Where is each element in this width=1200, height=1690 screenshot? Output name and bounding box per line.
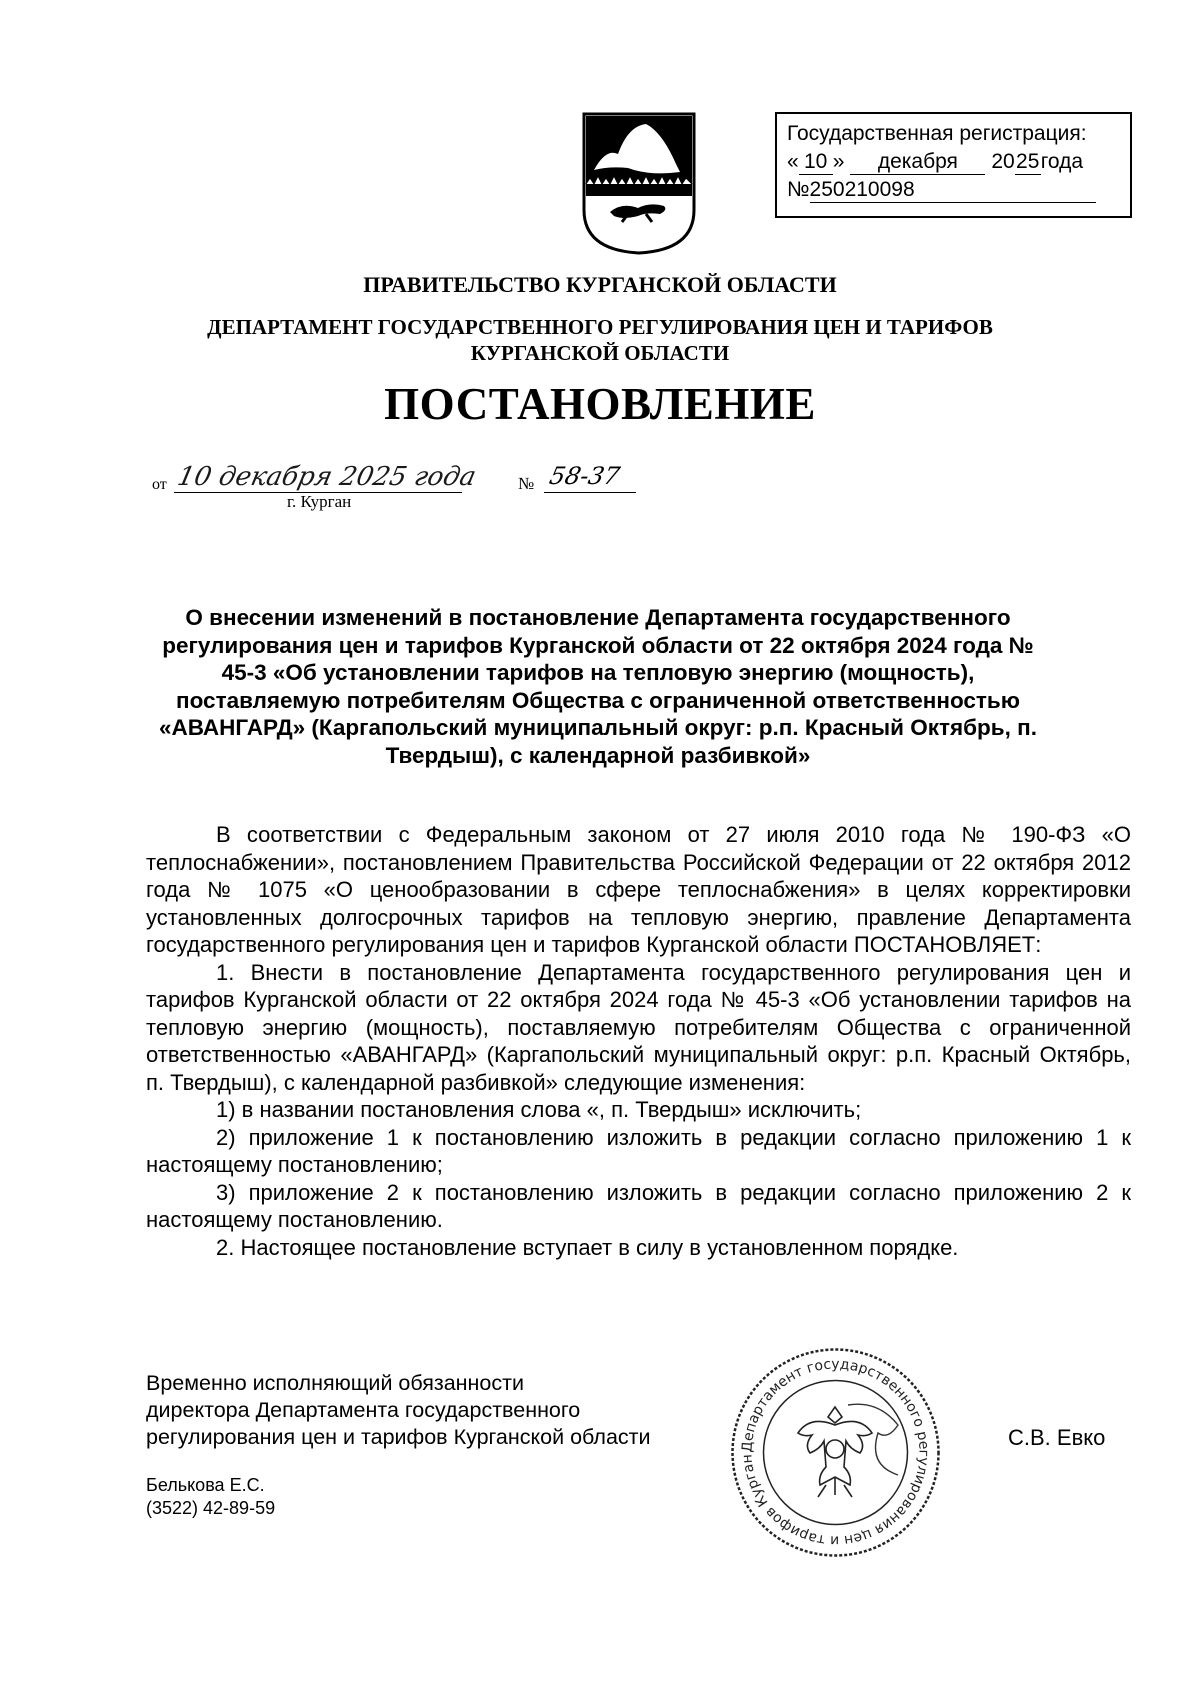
department-title-line1: ДЕПАРТАМЕНТ ГОСУДАРСТВЕННОГО РЕГУЛИРОВАНИЯ ЦЕН И ТАРИФОВ: [207, 315, 993, 339]
item-2-paragraph: 2. Настоящее постановление вступает в силу в установленном порядке.: [216, 1234, 959, 1260]
registration-number: 250210098: [810, 178, 1096, 203]
department-title-line2: КУРГАНСКОЙ ОБЛАСТИ: [470, 341, 730, 365]
document-type: ПОСТАНОВЛЕНИЕ: [384, 379, 816, 429]
quote-close: »: [832, 150, 845, 173]
stamp-ring-text: Департамент государственного регулирования цен и тарифов Курган: [739, 1356, 932, 1549]
executor-phone: (3522) 42-89-59: [146, 1498, 276, 1518]
date-prefix: от: [152, 476, 167, 493]
item-1-2-paragraph: 2) приложение 1 к постановлению изложить в редакции согласно приложению 1 к настоящему постановлению;: [146, 1124, 1131, 1177]
registration-month: декабря: [850, 150, 985, 175]
signatory-title-line1: Временно исполняющий обязанности: [146, 1371, 524, 1395]
official-seal-stamp: [728, 1345, 943, 1560]
registration-number-label: №: [787, 178, 810, 201]
number-label: №: [518, 474, 535, 493]
registration-label: Государственная регистрация:: [787, 122, 1087, 145]
executor-name: Белькова Е.С.: [146, 1475, 265, 1495]
signatory-name: С.В. Евко: [1008, 1425, 1106, 1450]
government-title: ПРАВИТЕЛЬСТВО КУРГАНСКОЙ ОБЛАСТИ: [363, 272, 837, 297]
document-dateline: [152, 462, 652, 502]
svg-text:Департамент государственного р: [728, 1345, 932, 1549]
document-subject: О внесении изменений в постановление Департамента государственного регулирования цен и тарифов Курганской области от 22 октября 2024 года № 45-3 «Об установлении тарифов на тепловую энергию (мощность), поставляемую потребителям Общества с ограниченной ответственностью «АВАНГАРД» (Каргапольский муниципальный округ: р.п. Красный Октябрь, п. Твердыш), с календарной разбивкой»: [159, 605, 1037, 768]
item-1-paragraph: 1. Внести в постановление Департамента государственного регулирования цен и тарифов Курганской области от 22 октября 2024 года № 45-3 «Об установлении тарифов на тепловую энергию (мощность), поставляемую потребителям Общества с ограниченной ответственностью «АВАНГАРД» (Каргапольский муниципальный округ: р.п. Красный Октябрь, п. Твердыш), с календарной разбивкой» следующие изменения:: [146, 959, 1131, 1095]
registration-year-suffix: 25: [1016, 150, 1040, 173]
registration-day: 10: [799, 150, 833, 175]
preamble-paragraph: В соответствии с Федеральным законом от 27 июля 2010 года № 190-ФЗ «О теплоснабжении», постановлением Правительства Российской Федерации от 22 октября 2012 года № 1075 «О ценообразовании в сфере теплоснабжения» в целях корректировки установленных долгосрочных тарифов на тепловую энергию, правление Департамента государственного регулирования цен и тарифов Курганской области ПОСТАНОВЛЯЕТ:: [146, 822, 1131, 957]
department-title: [0, 314, 1200, 366]
signatory-title-line2: директора Департамента государственного: [146, 1398, 581, 1422]
item-1-1-paragraph: 1) в названии постановления слова «, п. Твердыш» исключить;: [216, 1097, 862, 1122]
coat-of-arms-icon: [580, 110, 698, 256]
document-body: [146, 821, 1131, 1261]
item-1-3-paragraph: 3) приложение 2 к постановлению изложить в редакции согласно приложению 2 к настоящему постановлению.: [146, 1179, 1131, 1232]
registration-year-word: года: [1040, 150, 1084, 173]
registration-stamp-box: [775, 112, 1132, 218]
number-underline: [544, 492, 636, 493]
signatory-title: [146, 1370, 651, 1451]
registration-year-prefix: 20: [991, 150, 1015, 173]
executor-info: [146, 1474, 275, 1520]
city: г. Курган: [287, 492, 352, 511]
handwritten-number: 58-37: [547, 462, 623, 490]
quote-open: «: [787, 150, 799, 173]
handwritten-date: 10 декабря 2025 года: [174, 462, 479, 492]
signatory-title-line3: регулирования цен и тарифов Курганской области: [146, 1425, 651, 1449]
